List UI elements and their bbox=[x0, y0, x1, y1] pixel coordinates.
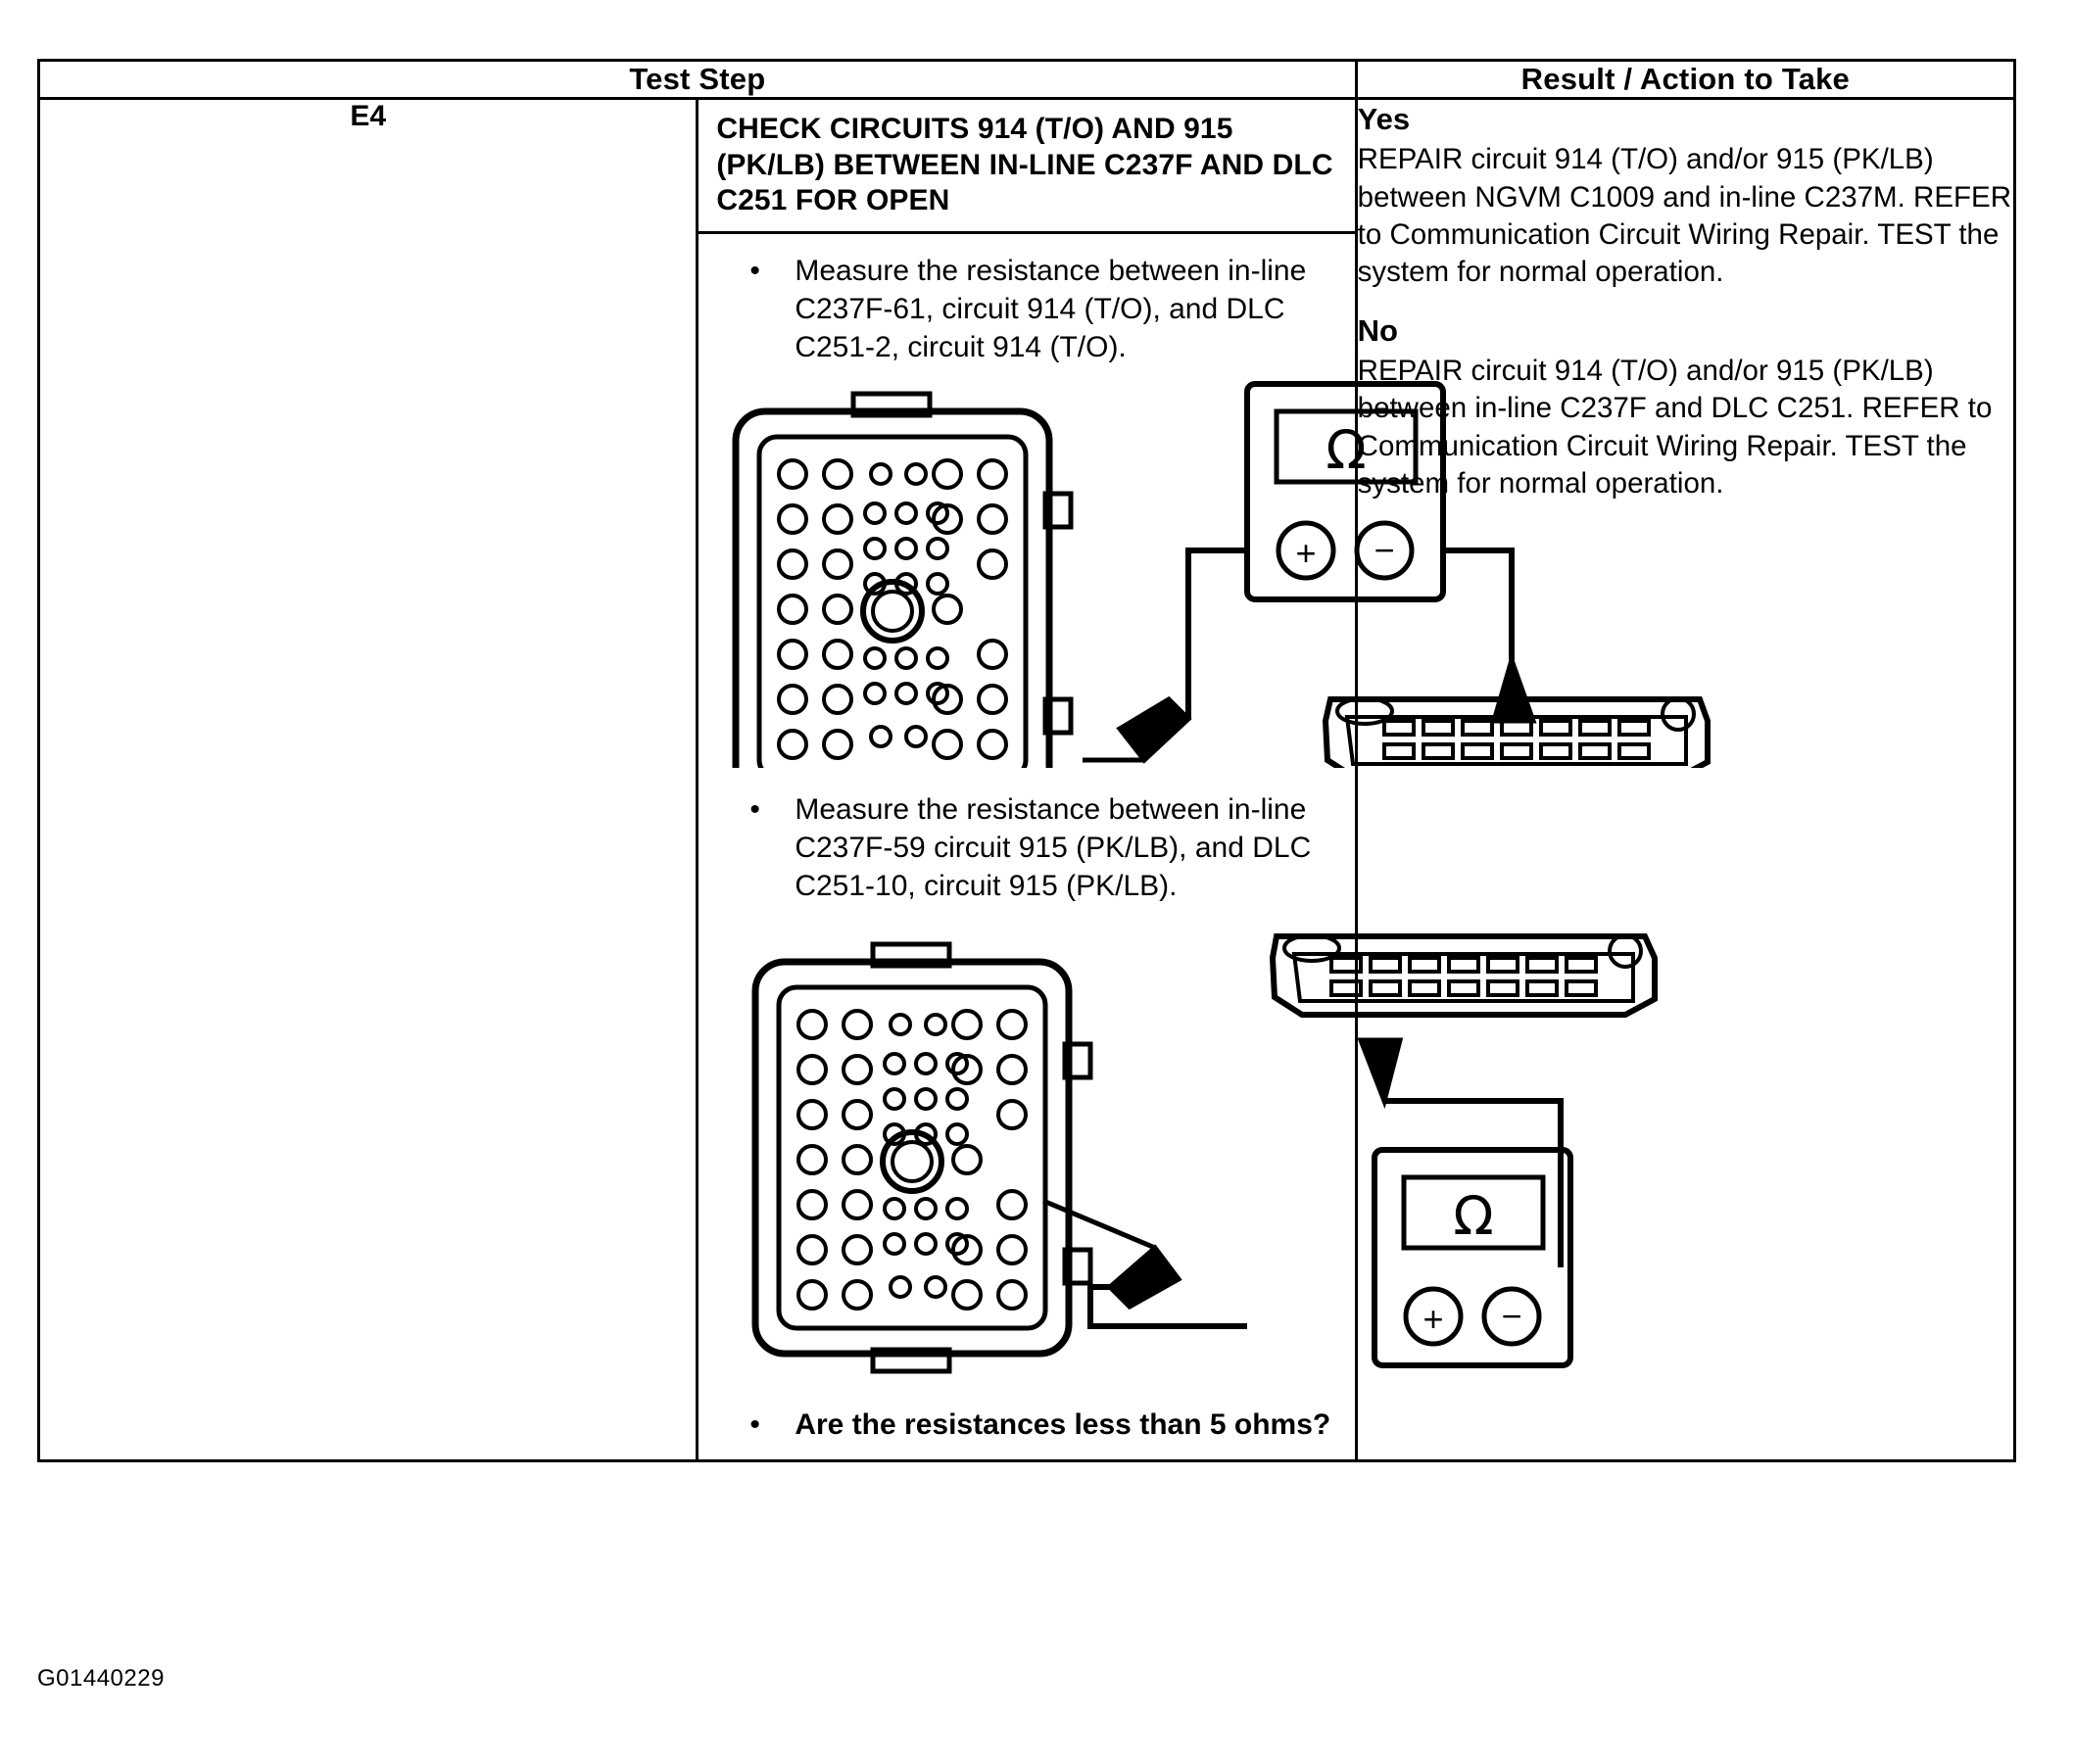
bullet-glyph: • bbox=[749, 792, 760, 826]
result-yes-text: REPAIR circuit 914 (T/O) and/or 915 (PK/LB) between NGVM C1009 and in-line C237M. REFER to Communication Circuit Wiring Repair. TEST the system for normal operation. bbox=[1357, 143, 2011, 289]
bullet-text: Measure the resistance between in-line C237F-61, circuit 914 (T/O), and DLC C251-2, circuit 914 (T/O). bbox=[795, 254, 1307, 363]
bullet-text: Measure the resistance between in-line C237F-59 circuit 915 (PK/LB), and DLC C251-10, circuit 915 (PK/LB). bbox=[795, 792, 1312, 902]
diagnostic-table bbox=[37, 59, 2016, 1462]
probe-positive-label: + bbox=[1422, 1298, 1444, 1339]
question-text: Are the resistances less than 5 ohms? bbox=[795, 1407, 1331, 1441]
probe-positive-label: + bbox=[1295, 532, 1317, 573]
table-header-row bbox=[39, 61, 2015, 99]
step-question bbox=[699, 1380, 1354, 1459]
step-bullet-2 bbox=[699, 773, 1354, 905]
result-yes-label: Yes bbox=[1357, 102, 1411, 136]
bullet-glyph: • bbox=[749, 1407, 760, 1441]
figure-code: G01440229 bbox=[37, 1665, 165, 1692]
probe-negative-label: − bbox=[1374, 529, 1395, 570]
column-header-result-action: Result / Action to Take bbox=[1356, 61, 2014, 99]
step-title: CHECK CIRCUITS 914 (T/O) AND 915 (PK/LB) BETWEEN IN-LINE C237F AND DLC C251 FOR OPEN bbox=[699, 100, 1354, 234]
ohm-symbol: Ω bbox=[1326, 418, 1367, 481]
column-header-test-step: Test Step bbox=[39, 61, 1357, 99]
result-no-text: REPAIR circuit 914 (T/O) and/or 915 (PK/LB) between in-line C237F and DLC C251. REFER to Communication Circuit Wiring Repair. TEST the system for normal operation. bbox=[1357, 354, 1993, 500]
figure-measurement-915 bbox=[699, 905, 1522, 1380]
bullet-glyph: • bbox=[749, 254, 760, 287]
figure-2-svg bbox=[699, 915, 1855, 1375]
probe-negative-label: − bbox=[1501, 1295, 1522, 1336]
figure-measurement-914 bbox=[699, 366, 1395, 773]
ohm-symbol: Ω bbox=[1453, 1184, 1494, 1247]
step-bullet-1 bbox=[699, 234, 1354, 366]
table-row bbox=[39, 99, 2015, 1461]
step-id: E4 bbox=[39, 99, 698, 1461]
result-no-label: No bbox=[1357, 312, 1398, 348]
diagnostic-page bbox=[37, 59, 2016, 1462]
